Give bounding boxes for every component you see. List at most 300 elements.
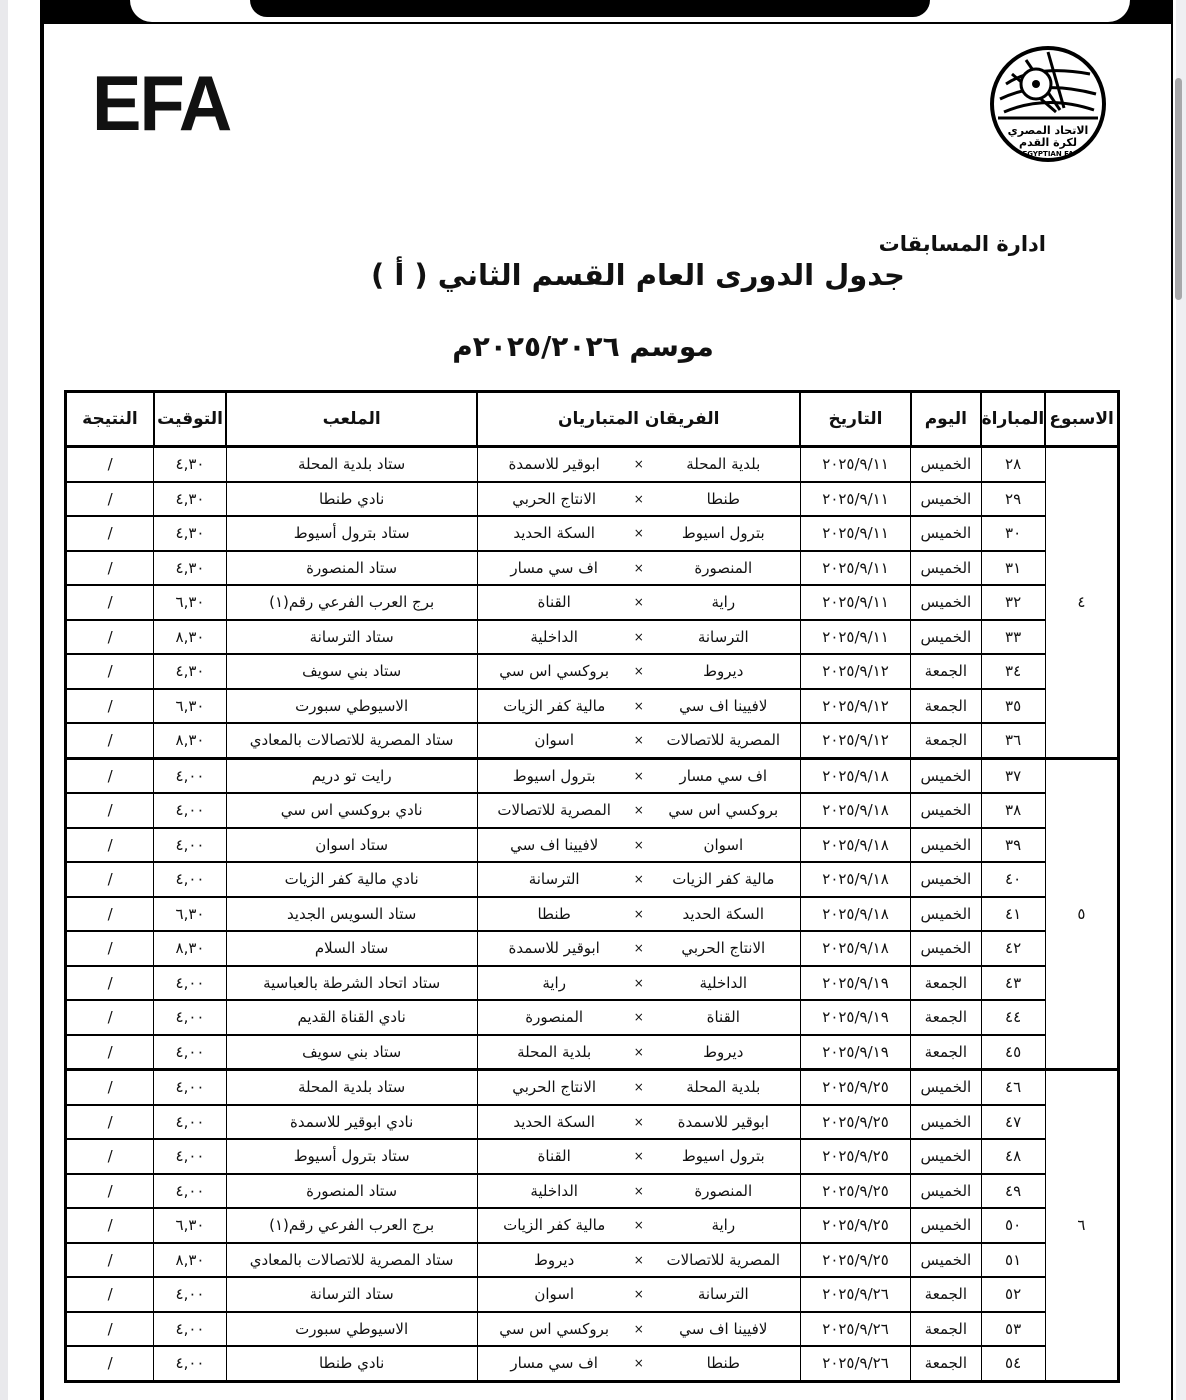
match-day: الخميس (911, 793, 981, 828)
table-header-row (66, 392, 1119, 447)
table-row (66, 620, 1119, 655)
match-date: ٢٠٢٥/٩/١٩ (800, 966, 910, 1001)
match-number: ٤٠ (981, 862, 1045, 897)
match-day: الجمعة (911, 1277, 981, 1312)
schedule-body (66, 447, 1119, 1382)
match-day: الجمعة (911, 723, 981, 758)
table-row (66, 1035, 1119, 1070)
match-date: ٢٠٢٥/٩/١١ (800, 447, 910, 482)
match-result: / (66, 1174, 154, 1209)
match-date: ٢٠٢٥/٩/١١ (800, 516, 910, 551)
vs-symbol: × (633, 872, 644, 887)
match-day: الجمعة (911, 1035, 981, 1070)
home-team: مالية كفر الزيات (672, 870, 775, 889)
match-time: ٤,٠٠ (154, 1139, 226, 1174)
match-time: ٤,٠٠ (154, 758, 226, 793)
home-team: بترول اسيوط (681, 524, 765, 543)
match-day: الخميس (911, 585, 981, 620)
scrollbar-thumb[interactable] (1175, 78, 1182, 300)
vs-symbol: × (633, 1321, 644, 1336)
match-teams (477, 1105, 800, 1140)
season-label: موسم ٢٠٢٥/٢٠٢٦م (452, 330, 714, 363)
match-stadium: نادي مالية كفر الزيات (226, 862, 477, 897)
match-day: الخميس (911, 516, 981, 551)
match-time: ٤,٣٠ (154, 654, 226, 689)
home-team: لافيينا اف سي (679, 696, 768, 715)
away-team: اسوان (534, 1285, 574, 1304)
schedule-table (64, 390, 1120, 1383)
match-teams (477, 689, 800, 724)
match-stadium: ستاد بني سويف (226, 654, 477, 689)
match-result: / (66, 689, 154, 724)
match-result: / (66, 1139, 154, 1174)
away-team: الانتاج الحربي (512, 1078, 597, 1097)
match-day: الخميس (911, 758, 981, 793)
col-header-day: اليوم (911, 392, 981, 447)
match-result: / (66, 862, 154, 897)
vs-symbol: × (633, 1356, 644, 1371)
match-date: ٢٠٢٥/٩/١١ (800, 482, 910, 517)
match-stadium: برج العرب الفرعي رقم(١) (226, 585, 477, 620)
away-team: المنصورة (525, 1008, 584, 1027)
home-team: بروكسي اس سي (668, 801, 779, 820)
match-result: / (66, 1000, 154, 1035)
match-stadium: ستاد بلدية المحلة (226, 1070, 477, 1105)
match-number: ٣٠ (981, 516, 1045, 551)
match-result: / (66, 482, 154, 517)
match-time: ٤,٠٠ (154, 966, 226, 1001)
away-team: السكة الحديد (513, 1112, 595, 1131)
match-date: ٢٠٢٥/٩/١١ (800, 620, 910, 655)
match-teams (477, 1243, 800, 1278)
match-number: ٤٥ (981, 1035, 1045, 1070)
table-row (66, 1139, 1119, 1174)
match-number: ٣٤ (981, 654, 1045, 689)
match-result: / (66, 931, 154, 966)
match-time: ٤,٠٠ (154, 1174, 226, 1209)
match-number: ٣٧ (981, 758, 1045, 793)
match-time: ٤,٠٠ (154, 793, 226, 828)
table-row (66, 551, 1119, 586)
match-time: ٦,٣٠ (154, 1208, 226, 1243)
match-day: الخميس (911, 551, 981, 586)
match-number: ٣٦ (981, 723, 1045, 758)
vs-symbol: × (633, 906, 644, 921)
col-header-stadium: الملعب (226, 392, 477, 447)
home-team: المنصورة (694, 558, 753, 577)
match-result: / (66, 654, 154, 689)
table-row (66, 689, 1119, 724)
match-day: الخميس (911, 1243, 981, 1278)
match-number: ٣١ (981, 551, 1045, 586)
away-team: الداخلية (530, 627, 578, 646)
match-time: ٤,٣٠ (154, 482, 226, 517)
vs-symbol: × (633, 457, 644, 472)
away-team: المصرية للاتصالات (497, 801, 611, 820)
week-number: ٥ (1045, 758, 1118, 1070)
match-teams (477, 1312, 800, 1347)
table-row (66, 793, 1119, 828)
table-row (66, 1070, 1119, 1105)
col-header-time: التوقيت (154, 392, 226, 447)
match-teams (477, 1174, 800, 1209)
match-time: ٨,٣٠ (154, 723, 226, 758)
match-number: ٤٤ (981, 1000, 1045, 1035)
match-number: ٤١ (981, 897, 1045, 932)
home-team: راية (711, 593, 736, 612)
match-time: ٤,٠٠ (154, 1312, 226, 1347)
match-day: الجمعة (911, 966, 981, 1001)
away-team: الداخلية (530, 1181, 578, 1200)
away-team: طنطا (537, 904, 571, 923)
table-row (66, 1312, 1119, 1347)
match-stadium: ستاد اتحاد الشرطة بالعباسية (226, 966, 477, 1001)
table-row (66, 1174, 1119, 1209)
match-date: ٢٠٢٥/٩/٢٥ (800, 1105, 910, 1140)
home-team: طنطا (706, 1354, 740, 1373)
col-header-week: الاسبوع (1045, 392, 1118, 447)
home-team: الترسانة (697, 627, 749, 646)
week-number: ٤ (1045, 447, 1118, 759)
match-time: ٤,٣٠ (154, 447, 226, 482)
match-day: الجمعة (911, 654, 981, 689)
vs-symbol: × (633, 491, 644, 506)
match-result: / (66, 1035, 154, 1070)
table-row (66, 516, 1119, 551)
vs-symbol: × (633, 768, 644, 783)
table-row (66, 1208, 1119, 1243)
match-result: / (66, 516, 154, 551)
match-stadium: ستاد المنصورة (226, 551, 477, 586)
match-number: ٢٩ (981, 482, 1045, 517)
match-number: ٤٨ (981, 1139, 1045, 1174)
home-team: لافيينا اف سي (679, 1319, 768, 1338)
table-row (66, 828, 1119, 863)
match-stadium: الاسيوطي سبورت (226, 1312, 477, 1347)
match-teams (477, 828, 800, 863)
match-date: ٢٠٢٥/٩/١٨ (800, 931, 910, 966)
match-teams (477, 758, 800, 793)
match-result: / (66, 1208, 154, 1243)
match-date: ٢٠٢٥/٩/٢٦ (800, 1312, 910, 1347)
match-stadium: ستاد بلدية المحلة (226, 447, 477, 482)
match-time: ٦,٣٠ (154, 689, 226, 724)
svg-text:لكرة القدم: لكرة القدم (1019, 136, 1077, 149)
away-team: ديروط (534, 1250, 575, 1269)
table-row (66, 723, 1119, 758)
match-time: ٤,٠٠ (154, 1035, 226, 1070)
match-day: الخميس (911, 1174, 981, 1209)
match-time: ٤,٠٠ (154, 862, 226, 897)
match-stadium: نادي القناة القديم (226, 1000, 477, 1035)
svg-text:EGYPTIAN FA: EGYPTIAN FA (1022, 150, 1074, 158)
match-day: الجمعة (911, 1346, 981, 1381)
match-day: الجمعة (911, 689, 981, 724)
match-stadium: نادي طنطا (226, 1346, 477, 1381)
match-stadium: ستاد المصرية للاتصالات بالمعادي (226, 723, 477, 758)
match-day: الخميس (911, 897, 981, 932)
match-number: ٤٧ (981, 1105, 1045, 1140)
match-date: ٢٠٢٥/٩/١١ (800, 551, 910, 586)
match-teams (477, 620, 800, 655)
home-team: ديروط (703, 662, 744, 681)
col-header-date: التاريخ (800, 392, 910, 447)
match-number: ٥٣ (981, 1312, 1045, 1347)
vs-symbol: × (633, 733, 644, 748)
match-teams (477, 1035, 800, 1070)
match-teams (477, 793, 800, 828)
vs-symbol: × (633, 1080, 644, 1095)
match-time: ٤,٠٠ (154, 1000, 226, 1035)
away-team: اف سي مسار (510, 1354, 598, 1373)
match-date: ٢٠٢٥/٩/٢٦ (800, 1277, 910, 1312)
away-team: ابوقير للاسمدة (508, 939, 600, 958)
match-result: / (66, 1277, 154, 1312)
table-row (66, 1243, 1119, 1278)
match-number: ٣٥ (981, 689, 1045, 724)
match-teams (477, 1139, 800, 1174)
match-date: ٢٠٢٥/٩/٢٥ (800, 1208, 910, 1243)
away-team: مالية كفر الزيات (503, 1216, 606, 1235)
match-date: ٢٠٢٥/٩/١٨ (800, 862, 910, 897)
away-team: بلدية المحلة (517, 1042, 592, 1061)
away-team: مالية كفر الزيات (503, 696, 606, 715)
egyptian-fa-seal-icon (986, 44, 1110, 164)
away-team: الترسانة (528, 870, 580, 889)
match-time: ٤,٠٠ (154, 1346, 226, 1381)
match-stadium: برج العرب الفرعي رقم(١) (226, 1208, 477, 1243)
vs-symbol: × (633, 664, 644, 679)
match-number: ٥١ (981, 1243, 1045, 1278)
col-header-match: المباراة (981, 392, 1045, 447)
vs-symbol: × (633, 595, 644, 610)
vs-symbol: × (633, 1044, 644, 1059)
match-number: ٤٣ (981, 966, 1045, 1001)
away-team: ابوقير للاسمدة (508, 455, 600, 474)
match-day: الخميس (911, 1105, 981, 1140)
match-stadium: ستاد المصرية للاتصالات بالمعادي (226, 1243, 477, 1278)
table-row (66, 758, 1119, 793)
home-team: ابوقير للاسمدة (677, 1112, 769, 1131)
department-label: ادارة المسابقات (878, 232, 1046, 256)
match-time: ٨,٣٠ (154, 931, 226, 966)
match-teams (477, 931, 800, 966)
match-teams (477, 482, 800, 517)
home-team: ديروط (703, 1042, 744, 1061)
match-time: ٤,٠٠ (154, 1070, 226, 1105)
match-day: الخميس (911, 828, 981, 863)
vs-symbol: × (633, 526, 644, 541)
match-result: / (66, 758, 154, 793)
match-result: / (66, 551, 154, 586)
match-teams (477, 1346, 800, 1381)
table-row (66, 862, 1119, 897)
match-time: ٤,٠٠ (154, 1105, 226, 1140)
match-date: ٢٠٢٥/٩/١٨ (800, 793, 910, 828)
match-day: الجمعة (911, 1000, 981, 1035)
match-teams (477, 723, 800, 758)
match-teams (477, 1070, 800, 1105)
match-stadium: نادي طنطا (226, 482, 477, 517)
match-time: ٤,٣٠ (154, 551, 226, 586)
match-result: / (66, 793, 154, 828)
home-team: الترسانة (697, 1285, 749, 1304)
vs-symbol: × (633, 1114, 644, 1129)
match-date: ٢٠٢٥/٩/٢٥ (800, 1174, 910, 1209)
left-gutter (0, 0, 8, 1400)
match-stadium: ستاد السويس الجديد (226, 897, 477, 932)
match-time: ٤,٠٠ (154, 828, 226, 863)
match-day: الخميس (911, 1208, 981, 1243)
match-time: ٤,٣٠ (154, 516, 226, 551)
away-team: بترول اسيوط (512, 766, 596, 785)
match-stadium: رايت تو دريم (226, 758, 477, 793)
match-date: ٢٠٢٥/٩/١٢ (800, 689, 910, 724)
match-result: / (66, 1070, 154, 1105)
match-number: ٣٨ (981, 793, 1045, 828)
away-team: بروكسي اس سي (499, 1319, 610, 1338)
match-number: ٥٢ (981, 1277, 1045, 1312)
svg-text:الاتحاد المصري: الاتحاد المصري (1007, 124, 1089, 137)
match-time: ٤,٠٠ (154, 1277, 226, 1312)
match-teams (477, 862, 800, 897)
vs-symbol: × (633, 803, 644, 818)
match-stadium: ستاد السلام (226, 931, 477, 966)
match-stadium: نادي بروكسي اس سي (226, 793, 477, 828)
match-number: ٣٢ (981, 585, 1045, 620)
table-row (66, 1105, 1119, 1140)
home-team: طنطا (706, 489, 740, 508)
match-teams (477, 516, 800, 551)
table-row (66, 585, 1119, 620)
away-team: بروكسي اس سي (499, 662, 610, 681)
away-team: القناة (537, 593, 571, 612)
match-teams (477, 966, 800, 1001)
home-team: اسوان (703, 835, 744, 854)
match-day: الجمعة (911, 1312, 981, 1347)
match-number: ٤٦ (981, 1070, 1045, 1105)
vs-symbol: × (633, 1218, 644, 1233)
week-number: ٦ (1045, 1070, 1118, 1382)
vs-symbol: × (633, 1010, 644, 1025)
vs-symbol: × (633, 698, 644, 713)
match-time: ٨,٣٠ (154, 1243, 226, 1278)
match-teams (477, 897, 800, 932)
home-team: الداخلية (699, 973, 748, 992)
home-team: المنصورة (694, 1181, 753, 1200)
home-team: اف سي مسار (679, 766, 768, 785)
match-time: ٦,٣٠ (154, 585, 226, 620)
match-date: ٢٠٢٥/٩/١١ (800, 585, 910, 620)
match-day: الخميس (911, 1070, 981, 1105)
vs-symbol: × (633, 1252, 644, 1267)
match-day: الخميس (911, 620, 981, 655)
match-teams (477, 551, 800, 586)
match-date: ٢٠٢٥/٩/١٨ (800, 828, 910, 863)
col-header-result: النتيجة (66, 392, 154, 447)
match-result: / (66, 723, 154, 758)
match-result: / (66, 828, 154, 863)
match-stadium: ستاد بترول أسيوط (226, 516, 477, 551)
match-result: / (66, 1346, 154, 1381)
away-team: راية (542, 973, 566, 992)
match-stadium: ستاد بني سويف (226, 1035, 477, 1070)
match-number: ٥٤ (981, 1346, 1045, 1381)
away-team: اف سي مسار (510, 558, 598, 577)
match-time: ٦,٣٠ (154, 897, 226, 932)
match-date: ٢٠٢٥/٩/٢٥ (800, 1139, 910, 1174)
match-stadium: ستاد الترسانة (226, 620, 477, 655)
match-number: ٤٩ (981, 1174, 1045, 1209)
home-team: الانتاج الحربي (681, 939, 766, 958)
match-date: ٢٠٢٥/٩/١٩ (800, 1000, 910, 1035)
away-team: لافيينا اف سي (510, 835, 599, 854)
match-stadium: ستاد المنصورة (226, 1174, 477, 1209)
match-result: / (66, 966, 154, 1001)
home-team: المصرية للاتصالات (666, 731, 781, 750)
match-teams (477, 1208, 800, 1243)
vs-symbol: × (633, 1149, 644, 1164)
home-team: السكة الحديد (682, 904, 765, 923)
home-team: بلدية المحلة (686, 1078, 761, 1097)
match-stadium: الاسيوطي سبورت (226, 689, 477, 724)
match-number: ٢٨ (981, 447, 1045, 482)
match-stadium: ستاد الترسانة (226, 1277, 477, 1312)
match-result: / (66, 620, 154, 655)
match-day: الخميس (911, 931, 981, 966)
match-day: الخميس (911, 447, 981, 482)
home-team: راية (711, 1216, 736, 1235)
match-stadium: ستاد اسوان (226, 828, 477, 863)
vs-symbol: × (633, 837, 644, 852)
table-row (66, 897, 1119, 932)
match-number: ٣٣ (981, 620, 1045, 655)
match-teams (477, 654, 800, 689)
match-result: / (66, 585, 154, 620)
vs-symbol: × (633, 560, 644, 575)
match-date: ٢٠٢٥/٩/١٢ (800, 723, 910, 758)
vs-symbol: × (633, 629, 644, 644)
vs-symbol: × (633, 975, 644, 990)
away-team: السكة الحديد (513, 524, 595, 543)
match-day: الخميس (911, 482, 981, 517)
home-team: المصرية للاتصالات (666, 1250, 781, 1269)
away-team: اسوان (534, 731, 574, 750)
match-day: الخميس (911, 862, 981, 897)
match-number: ٤٢ (981, 931, 1045, 966)
match-stadium: ستاد بترول أسيوط (226, 1139, 477, 1174)
home-team: بترول اسيوط (681, 1147, 765, 1166)
match-result: / (66, 1243, 154, 1278)
match-number: ٣٩ (981, 828, 1045, 863)
match-date: ٢٠٢٥/٩/١٨ (800, 758, 910, 793)
match-date: ٢٠٢٥/٩/١٩ (800, 1035, 910, 1070)
table-row (66, 931, 1119, 966)
away-team: القناة (537, 1147, 571, 1166)
page-title: جدول الدورى العام القسم الثاني ( أ ) (371, 258, 905, 292)
match-date: ٢٠٢٥/٩/١٢ (800, 654, 910, 689)
match-result: / (66, 1312, 154, 1347)
match-teams (477, 447, 800, 482)
table-row (66, 447, 1119, 482)
match-result: / (66, 1105, 154, 1140)
table-row (66, 1277, 1119, 1312)
match-time: ٨,٣٠ (154, 620, 226, 655)
table-row (66, 482, 1119, 517)
match-date: ٢٠٢٥/٩/٢٥ (800, 1243, 910, 1278)
away-team: الانتاج الحربي (512, 489, 597, 508)
vs-symbol: × (633, 1183, 644, 1198)
